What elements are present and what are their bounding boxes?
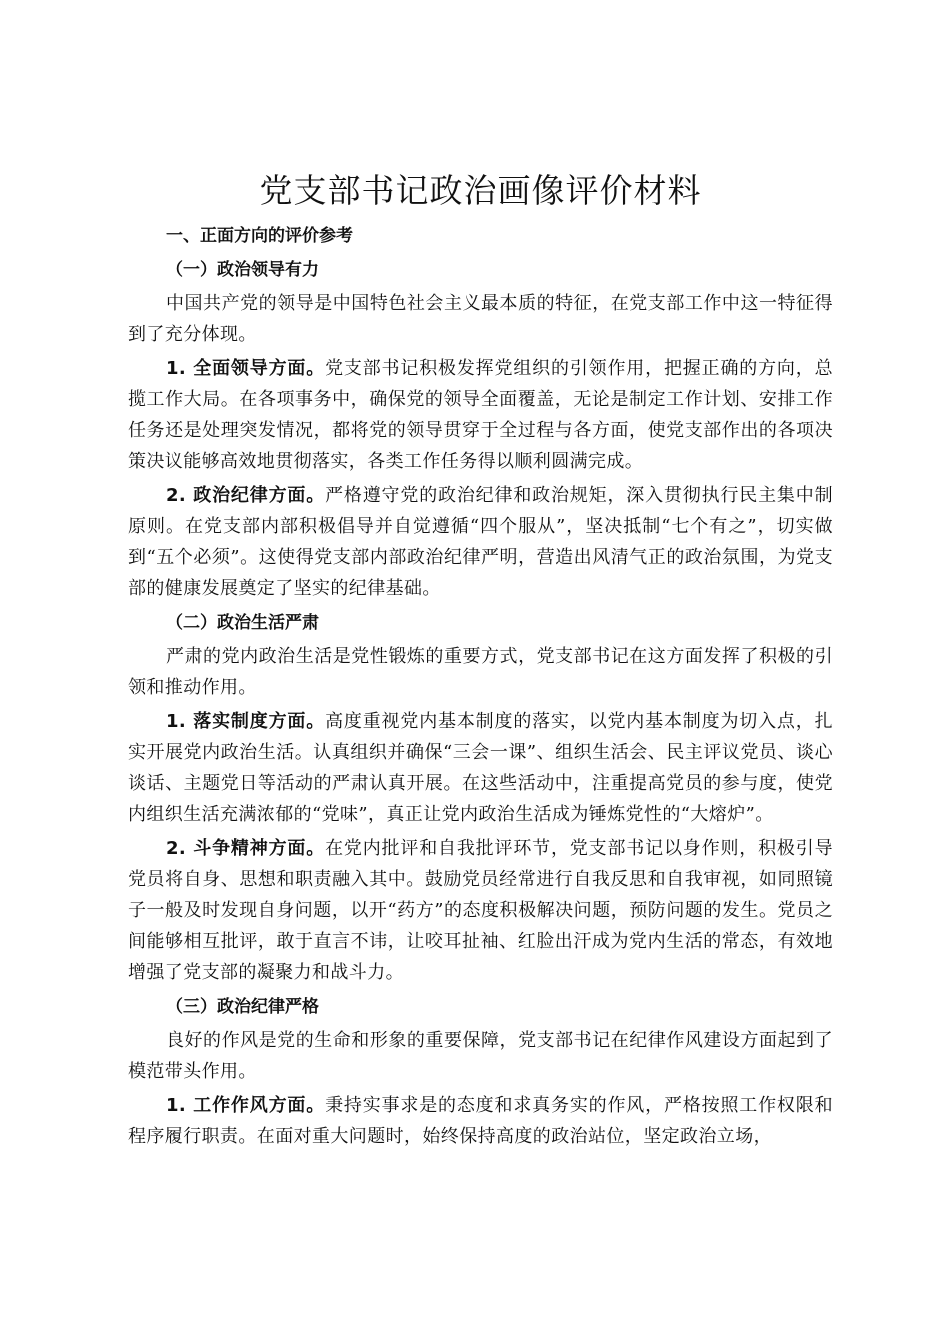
paragraph [128,706,833,830]
paragraph-text: 党支部书记积极发挥党组织的引领作用，把握正确的方向，总揽工作大局。在各项事务中，确保党的领导全面覆盖，无论是制定工作计划、安排工作任务还是处理突发情况，都将党的领导贯穿于全过程与各方面，使党支部作出的各项决策决议能够高效地贯彻落实，各类工作任务得以顺利圆满完成。 [128,358,833,472]
paragraph: 中国共产党的领导是中国特色社会主义最本质的特征，在党支部工作中这一特征得到了充分体现。 [128,293,833,345]
paragraph-lead: 2. 斗争精神方面。 [166,838,326,859]
paragraph [128,480,833,604]
paragraph: 良好的作风是党的生命和形象的重要保障，党支部书记在纪律作风建设方面起到了模范带头作用。 [128,1030,833,1082]
paragraph-text: 秉持实事求是的态度和求真务实的作风，严格按照工作权限和程序履行职责。在面对重大问题时，始终保持高度的政治站位，坚定政治立场， [128,1095,833,1147]
subsection-heading: （三）政治纪律严格 [166,997,319,1017]
paragraph [128,1090,833,1152]
paragraph-lead: 1. 工作作风方面。 [166,1095,326,1116]
subsection-heading: （一）政治领导有力 [166,260,319,280]
paragraph: 严肃的党内政治生活是党性锻炼的重要方式，党支部书记在这方面发挥了积极的引领和推动作用。 [128,646,833,698]
page-title: 党支部书记政治画像评价材料 [259,171,702,210]
paragraph [128,833,833,988]
section-heading: 一、正面方向的评价参考 [166,226,353,246]
paragraph-text: 在党内批评和自我批评环节，党支部书记以身作则，积极引导党员将自身、思想和职责融入其中。鼓励党员经常进行自我反思和自我审视，如同照镜子一般及时发现自身问题，以开“药方”的态度积极解决问题，预防问题的发生。党员之间能够相互批评，敢于直言不讳，让咬耳扯袖、红脸出汗成为党内生活的常态，有效地增强了党支部的凝聚力和战斗力。 [128,838,833,983]
paragraph-lead: 2. 政治纪律方面。 [166,485,326,506]
paragraph-text: 严格遵守党的政治纪律和政治规矩，深入贯彻执行民主集中制原则。在党支部内部积极倡导并自觉遵循“四个服从”，坚决抵制“七个有之”，切实做到“五个必须”。这使得党支部内部政治纪律严明，营造出风清气正的政治氛围，为党支部的健康发展奠定了坚实的纪律基础。 [128,485,833,599]
paragraph-lead: 1. 落实制度方面。 [166,711,326,732]
document-body [128,168,833,1155]
paragraph [128,353,833,477]
paragraph-text: 高度重视党内基本制度的落实，以党内基本制度为切入点，扎实开展党内政治生活。认真组织并确保“三会一课”、组织生活会、民主评议党员、谈心谈话、主题党日等活动的严肃认真开展。在这些活动中，注重提高党员的参与度，使党内组织生活充满浓郁的“党味”，真正让党内政治生活成为锤炼党性的“大熔炉”。 [128,711,833,825]
subsection-heading: （二）政治生活严肃 [166,613,319,633]
paragraph-lead: 1. 全面领导方面。 [166,358,326,379]
